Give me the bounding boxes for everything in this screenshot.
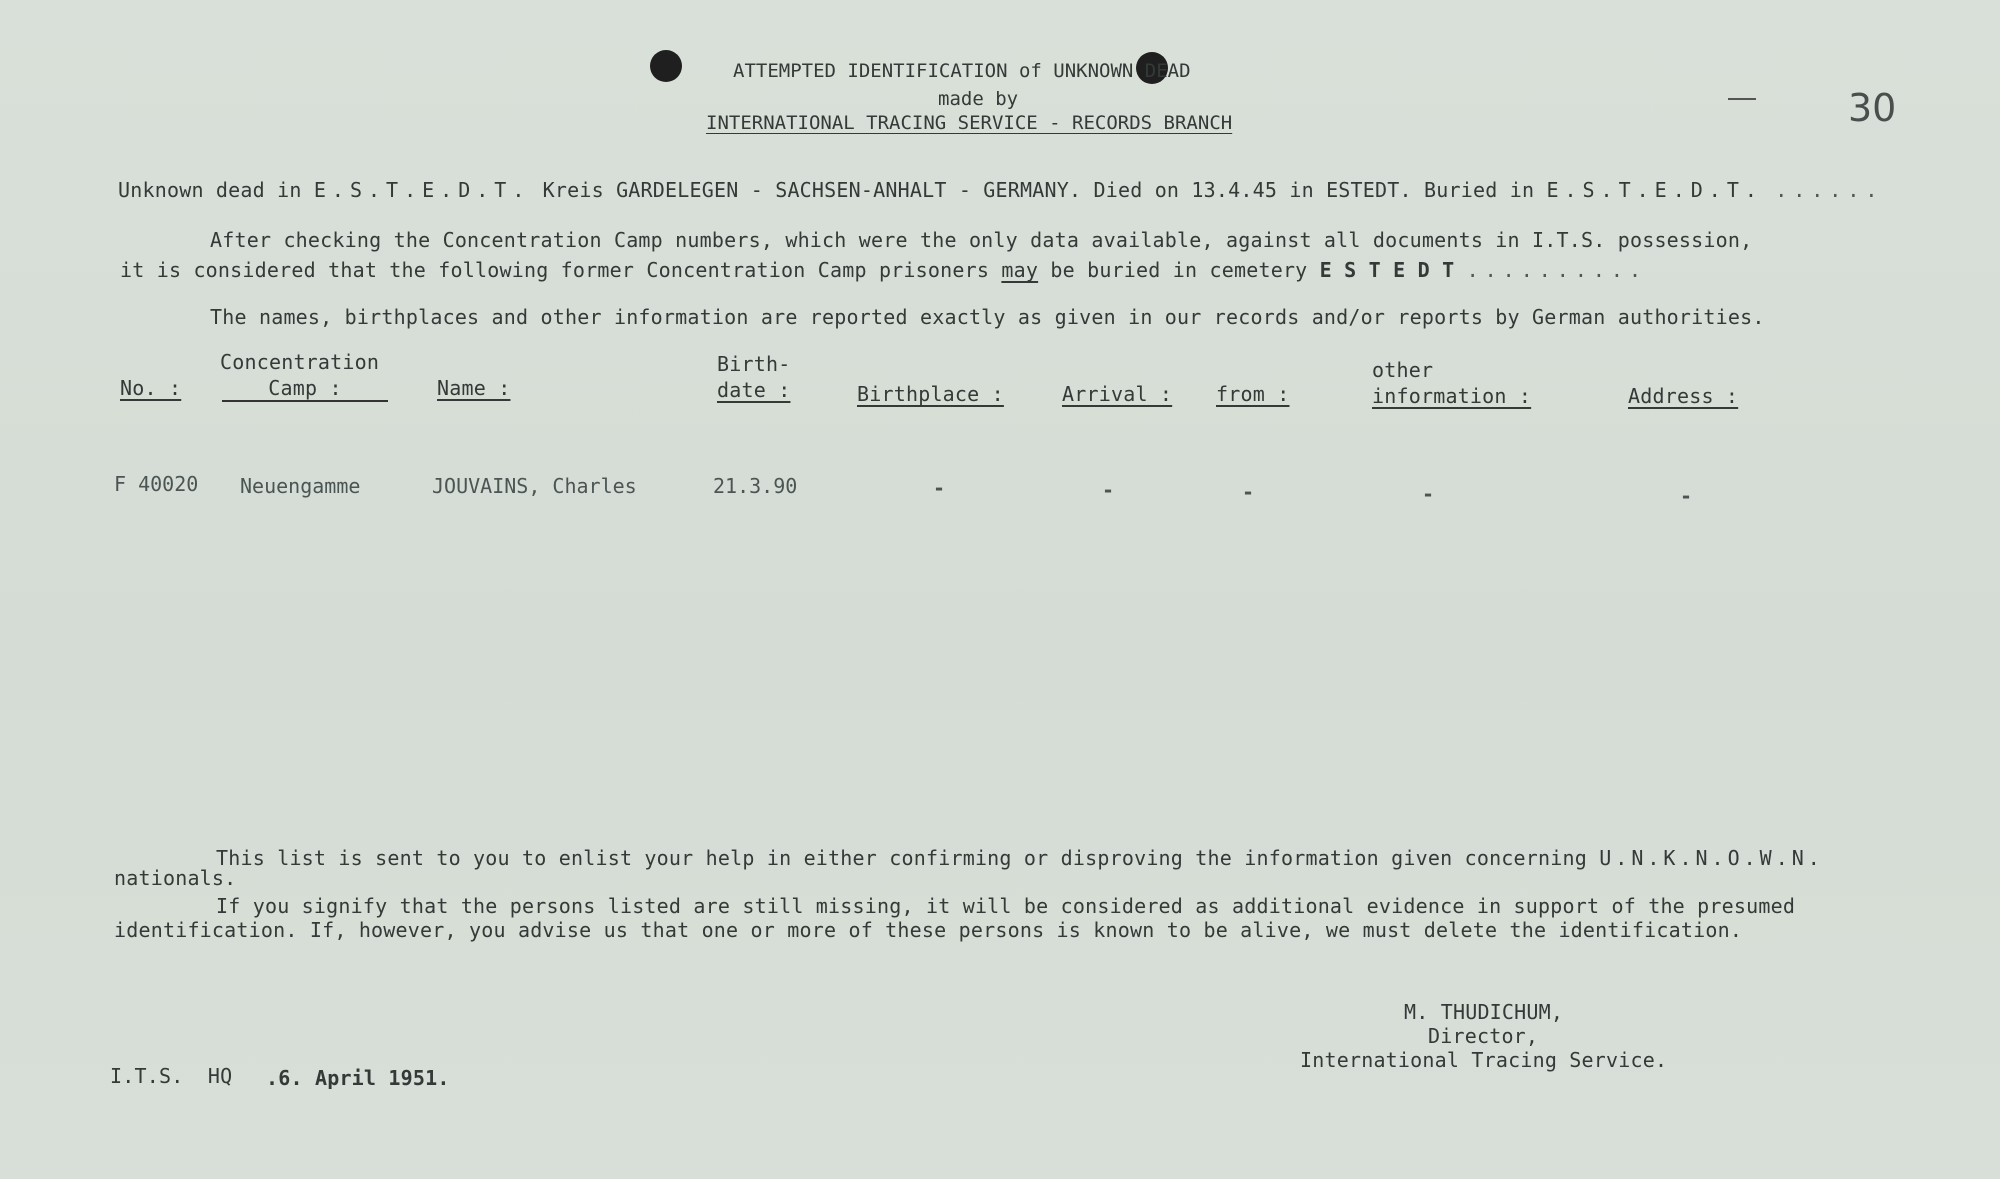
place-detail: Kreis GARDELEGEN - SACHSEN-ANHALT - GERMANY.: [542, 178, 1082, 202]
paragraph-enlist-text: This list is sent to you to enlist your help in either confirming or disproving the information given concerning: [216, 846, 1587, 870]
unknown-dead-label: Unknown dead in: [118, 178, 302, 202]
paragraph-missing-line1: If you signify that the persons listed are still missing, it will be considered as additional evidence in support of the presumed: [216, 894, 1796, 918]
buried-label: Buried in: [1424, 178, 1535, 202]
signature-title: Director,: [1428, 1024, 1539, 1048]
unknown-dead-line: [118, 178, 1883, 202]
col-header-other: information :: [1372, 384, 1532, 408]
cell-birthplace: -: [933, 476, 946, 500]
col-header-other-top: other: [1372, 358, 1434, 382]
col-header-name: Name :: [437, 376, 511, 400]
cell-address: -: [1680, 484, 1693, 508]
cell-no: F 40020: [114, 472, 199, 496]
document-subtitle: made by: [938, 88, 1019, 110]
punch-hole-left: [650, 50, 682, 82]
dot-leader: ..........: [1466, 258, 1647, 282]
cell-from: -: [1242, 480, 1255, 504]
may-underlined: may: [1001, 258, 1039, 282]
issue-date: .6. April 1951.: [266, 1066, 450, 1090]
col-header-no: No. :: [120, 376, 182, 400]
nationality: U.N.K.N.O.W.N.: [1599, 846, 1824, 870]
paragraph-checking-text-end: be buried in cemetery: [1050, 258, 1308, 282]
page-number: 30: [1848, 86, 1897, 130]
cell-arrival: -: [1102, 478, 1115, 502]
col-header-birthdate-top: Birth-: [717, 352, 791, 376]
issuing-branch: INTERNATIONAL TRACING SERVICE - RECORDS BRANCH: [706, 112, 1233, 134]
paragraph-checking-text: it is considered that the following former Concentration Camp prisoners: [120, 258, 990, 282]
col-header-birthdate: date :: [717, 378, 791, 402]
col-header-birthplace: Birthplace :: [857, 382, 1004, 406]
place-spaced: E.S.T.E.D.T.: [313, 178, 531, 202]
cell-other: -: [1422, 482, 1435, 506]
col-header-camp-top: Concentration: [220, 350, 380, 374]
col-header-from: from :: [1216, 382, 1290, 406]
paragraph-enlist-line1: [216, 846, 1824, 870]
issue-location: I.T.S. HQ: [110, 1064, 233, 1088]
col-header-camp: Camp :: [222, 376, 388, 402]
cell-name: JOUVAINS, Charles: [432, 474, 637, 498]
buried-place: E.S.T.E.D.T.: [1546, 178, 1763, 202]
paragraph-checking-line2: [120, 258, 1647, 282]
signature-name: M. THUDICHUM,: [1404, 1000, 1564, 1024]
dot-leader: ......: [1775, 178, 1884, 202]
document-title: ATTEMPTED IDENTIFICATION of UNKNOWN DEAD: [733, 60, 1191, 82]
cemetery-name: E S T E D T: [1319, 258, 1455, 282]
death-info: Died on 13.4.45 in ESTEDT.: [1093, 178, 1412, 202]
cell-camp: Neuengamme: [240, 474, 361, 498]
col-header-address: Address :: [1628, 384, 1739, 408]
signature-organization: International Tracing Service.: [1300, 1048, 1668, 1072]
paragraph-checking-line1: After checking the Concentration Camp numbers, which were the only data available, against all documents in I.T.S. possession,: [210, 228, 1753, 252]
margin-mark: [1728, 98, 1756, 100]
paragraph-enlist-line2: nationals.: [114, 866, 237, 890]
cell-birthdate: 21.3.90: [713, 474, 798, 498]
paragraph-records-note: The names, birthplaces and other information are reported exactly as given in our records and/or reports by German authorities.: [210, 305, 1765, 329]
col-header-arrival: Arrival :: [1062, 382, 1173, 406]
paragraph-missing-line2: identification. If, however, you advise us that one or more of these persons is known to be alive, we must delete the identification.: [114, 918, 1743, 942]
